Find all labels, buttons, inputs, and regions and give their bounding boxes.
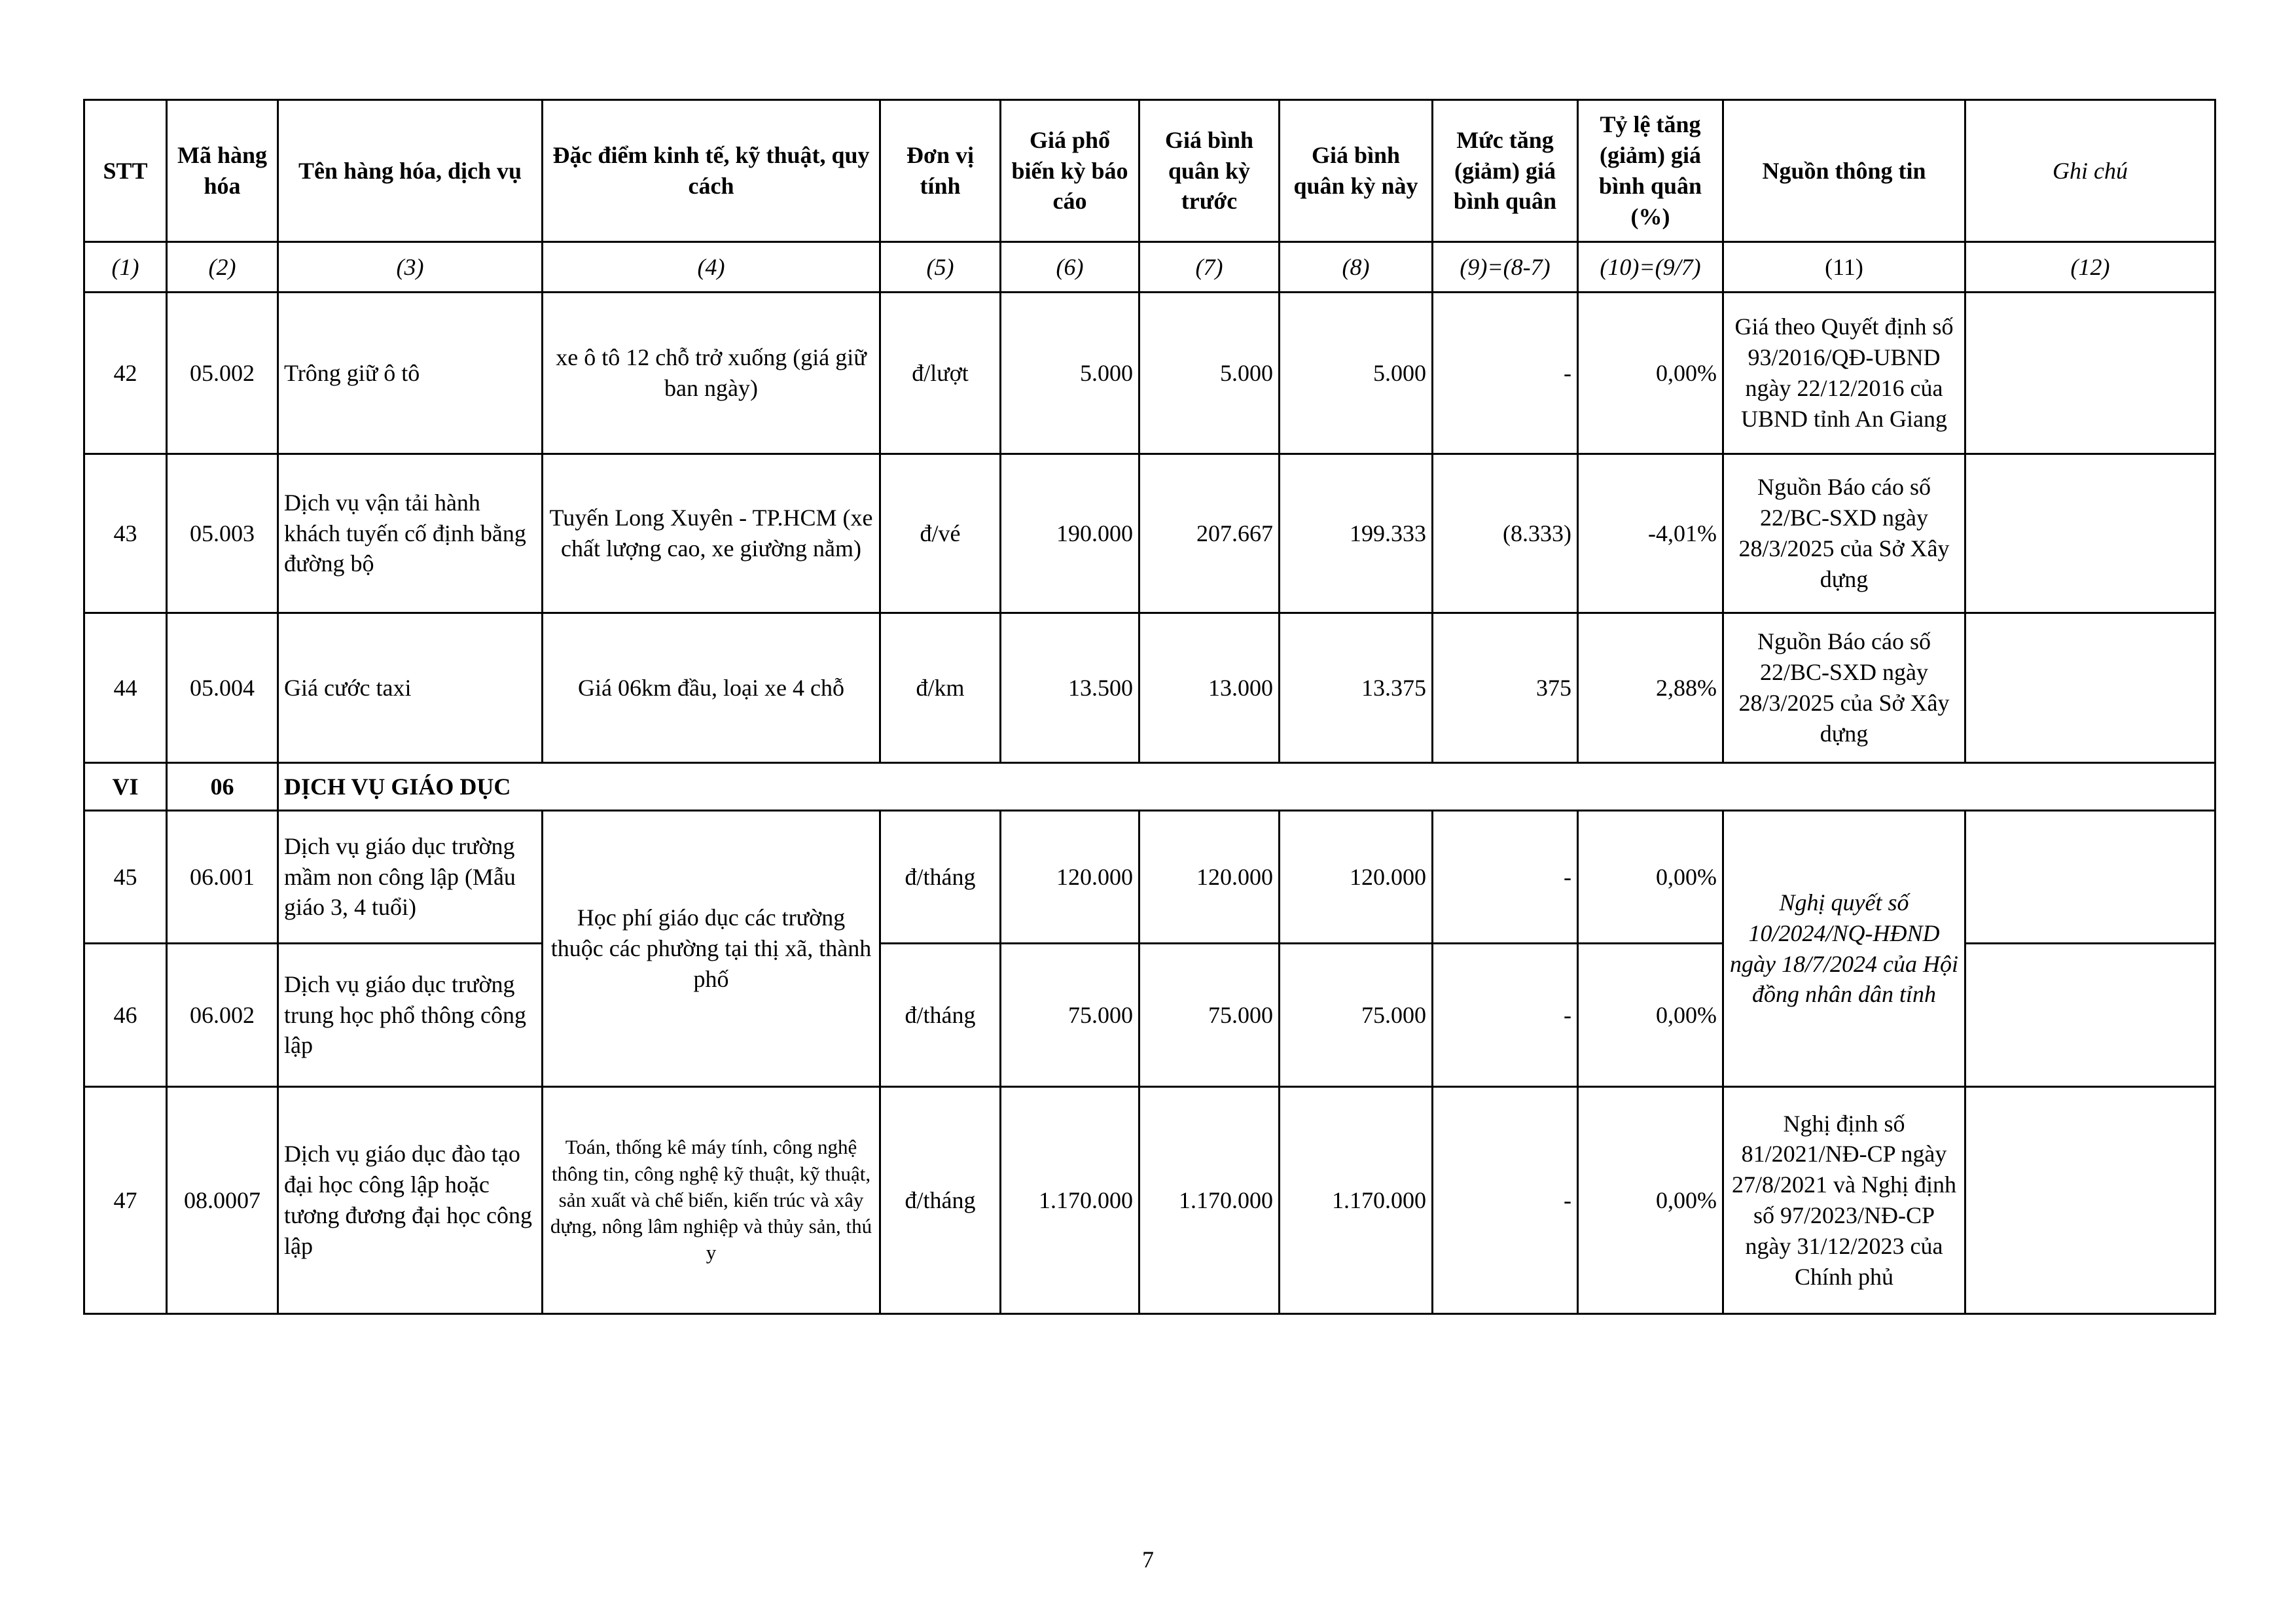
colnum-12: (12)	[1965, 242, 2215, 293]
column-number-row	[84, 242, 2215, 293]
header-item-code: Mã hàng hóa	[167, 100, 278, 242]
cell-common-price: 1.170.000	[1001, 1087, 1139, 1314]
colnum-3: (3)	[278, 242, 543, 293]
cell-prev-avg-price: 75.000	[1139, 944, 1280, 1087]
colnum-10: (10)=(9/7)	[1578, 242, 1723, 293]
cell-item-name: Dịch vụ vận tải hành khách tuyến cố định bằng đường bộ	[278, 454, 543, 613]
cell-note	[1965, 454, 2215, 613]
cell-common-price: 75.000	[1001, 944, 1139, 1087]
cell-item-code: 05.003	[167, 454, 278, 613]
section-stt: VI	[84, 763, 167, 811]
cell-item-name: Dịch vụ giáo dục trường mầm non công lập (Mẫu giáo 3, 4 tuổi)	[278, 811, 543, 944]
colnum-4: (4)	[543, 242, 880, 293]
header-curr-avg-price: Giá bình quân kỳ này	[1280, 100, 1433, 242]
cell-specs: Giá 06km đầu, loại xe 4 chỗ	[543, 613, 880, 763]
colnum-1: (1)	[84, 242, 167, 293]
cell-item-code: 05.004	[167, 613, 278, 763]
table-row	[84, 1087, 2215, 1314]
cell-prev-avg-price: 1.170.000	[1139, 1087, 1280, 1314]
cell-curr-avg-price: 5.000	[1280, 293, 1433, 454]
cell-unit: đ/km	[880, 613, 1001, 763]
cell-note	[1965, 1087, 2215, 1314]
cell-specs: Tuyến Long Xuyên - TP.HCM (xe chất lượng cao, xe giường nằm)	[543, 454, 880, 613]
cell-source: Nguồn Báo cáo số 22/BC-SXD ngày 28/3/2025 của Sở Xây dựng	[1723, 613, 1965, 763]
cell-note	[1965, 944, 2215, 1087]
cell-curr-avg-price: 120.000	[1280, 811, 1433, 944]
cell-curr-avg-price: 75.000	[1280, 944, 1433, 1087]
cell-common-price: 190.000	[1001, 454, 1139, 613]
cell-unit: đ/vé	[880, 454, 1001, 613]
cell-source-merged: Nghị quyết số 10/2024/NQ-HĐND ngày 18/7/2024 của Hội đồng nhân dân tỉnh	[1723, 811, 1965, 1087]
cell-common-price: 120.000	[1001, 811, 1139, 944]
price-report-table	[83, 99, 2216, 1315]
cell-unit: đ/tháng	[880, 1087, 1001, 1314]
colnum-7: (7)	[1139, 242, 1280, 293]
header-item-name: Tên hàng hóa, dịch vụ	[278, 100, 543, 242]
header-specs: Đặc điểm kinh tế, kỹ thuật, quy cách	[543, 100, 880, 242]
cell-item-code: 08.0007	[167, 1087, 278, 1314]
table-row	[84, 293, 2215, 454]
header-common-price: Giá phổ biến kỳ báo cáo	[1001, 100, 1139, 242]
cell-curr-avg-price: 1.170.000	[1280, 1087, 1433, 1314]
header-prev-avg-price: Giá bình quân kỳ trước	[1139, 100, 1280, 242]
cell-unit: đ/lượt	[880, 293, 1001, 454]
cell-source: Nghị định số 81/2021/NĐ-CP ngày 27/8/2021 và Nghị định số 97/2023/NĐ-CP ngày 31/12/2023 của Chính phủ	[1723, 1087, 1965, 1314]
table-row	[84, 811, 2215, 944]
cell-change-rate: 0,00%	[1578, 293, 1723, 454]
table-row	[84, 613, 2215, 763]
cell-source: Giá theo Quyết định số 93/2016/QĐ-UBND ngày 22/12/2016 của UBND tỉnh An Giang	[1723, 293, 1965, 454]
cell-stt: 42	[84, 293, 167, 454]
cell-stt: 43	[84, 454, 167, 613]
cell-item-code: 06.001	[167, 811, 278, 944]
cell-change-rate: 0,00%	[1578, 1087, 1723, 1314]
cell-item-name: Giá cước taxi	[278, 613, 543, 763]
header-row	[84, 100, 2215, 242]
cell-note	[1965, 811, 2215, 944]
section-title: DỊCH VỤ GIÁO DỤC	[278, 763, 2215, 811]
colnum-5: (5)	[880, 242, 1001, 293]
cell-change-amount: 375	[1433, 613, 1578, 763]
cell-note	[1965, 613, 2215, 763]
cell-source: Nguồn Báo cáo số 22/BC-SXD ngày 28/3/2025 của Sở Xây dựng	[1723, 454, 1965, 613]
cell-change-rate: 2,88%	[1578, 613, 1723, 763]
cell-note	[1965, 293, 2215, 454]
cell-change-amount: -	[1433, 293, 1578, 454]
header-unit: Đơn vị tính	[880, 100, 1001, 242]
page-number: 7	[1142, 1546, 1154, 1573]
cell-stt: 47	[84, 1087, 167, 1314]
cell-change-rate: 0,00%	[1578, 811, 1723, 944]
cell-item-name: Dịch vụ giáo dục đào tạo đại học công lập hoặc tương đương đại học công lập	[278, 1087, 543, 1314]
cell-prev-avg-price: 13.000	[1139, 613, 1280, 763]
header-stt: STT	[84, 100, 167, 242]
cell-common-price: 5.000	[1001, 293, 1139, 454]
header-change-rate: Tỷ lệ tăng (giảm) giá bình quân (%)	[1578, 100, 1723, 242]
cell-specs: xe ô tô 12 chỗ trở xuống (giá giữ ban ngày)	[543, 293, 880, 454]
cell-item-name: Trông giữ ô tô	[278, 293, 543, 454]
cell-change-amount: (8.333)	[1433, 454, 1578, 613]
cell-stt: 44	[84, 613, 167, 763]
colnum-9: (9)=(8-7)	[1433, 242, 1578, 293]
cell-change-amount: -	[1433, 944, 1578, 1087]
cell-common-price: 13.500	[1001, 613, 1139, 763]
cell-unit: đ/tháng	[880, 944, 1001, 1087]
cell-specs-merged: Học phí giáo dục các trường thuộc các phường tại thị xã, thành phố	[543, 811, 880, 1087]
colnum-11: (11)	[1723, 242, 1965, 293]
cell-item-code: 05.002	[167, 293, 278, 454]
cell-stt: 46	[84, 944, 167, 1087]
cell-prev-avg-price: 207.667	[1139, 454, 1280, 613]
cell-curr-avg-price: 199.333	[1280, 454, 1433, 613]
cell-specs: Toán, thống kê máy tính, công nghệ thông tin, công nghệ kỹ thuật, kỹ thuật, sản xuất và chế biến, kiến trúc và xây dựng, nông lâm nghiệp và thủy sản, thú y	[543, 1087, 880, 1314]
cell-item-name: Dịch vụ giáo dục trường trung học phổ thông công lập	[278, 944, 543, 1087]
colnum-6: (6)	[1001, 242, 1139, 293]
header-note: Ghi chú	[1965, 100, 2215, 242]
cell-stt: 45	[84, 811, 167, 944]
cell-change-amount: -	[1433, 811, 1578, 944]
section-code: 06	[167, 763, 278, 811]
cell-change-amount: -	[1433, 1087, 1578, 1314]
cell-prev-avg-price: 5.000	[1139, 293, 1280, 454]
colnum-8: (8)	[1280, 242, 1433, 293]
cell-item-code: 06.002	[167, 944, 278, 1087]
cell-change-rate: 0,00%	[1578, 944, 1723, 1087]
colnum-2: (2)	[167, 242, 278, 293]
section-row	[84, 763, 2215, 811]
cell-unit: đ/tháng	[880, 811, 1001, 944]
cell-change-rate: -4,01%	[1578, 454, 1723, 613]
cell-curr-avg-price: 13.375	[1280, 613, 1433, 763]
cell-prev-avg-price: 120.000	[1139, 811, 1280, 944]
header-source: Nguồn thông tin	[1723, 100, 1965, 242]
table-row	[84, 454, 2215, 613]
header-change-amount: Mức tăng (giảm) giá bình quân	[1433, 100, 1578, 242]
